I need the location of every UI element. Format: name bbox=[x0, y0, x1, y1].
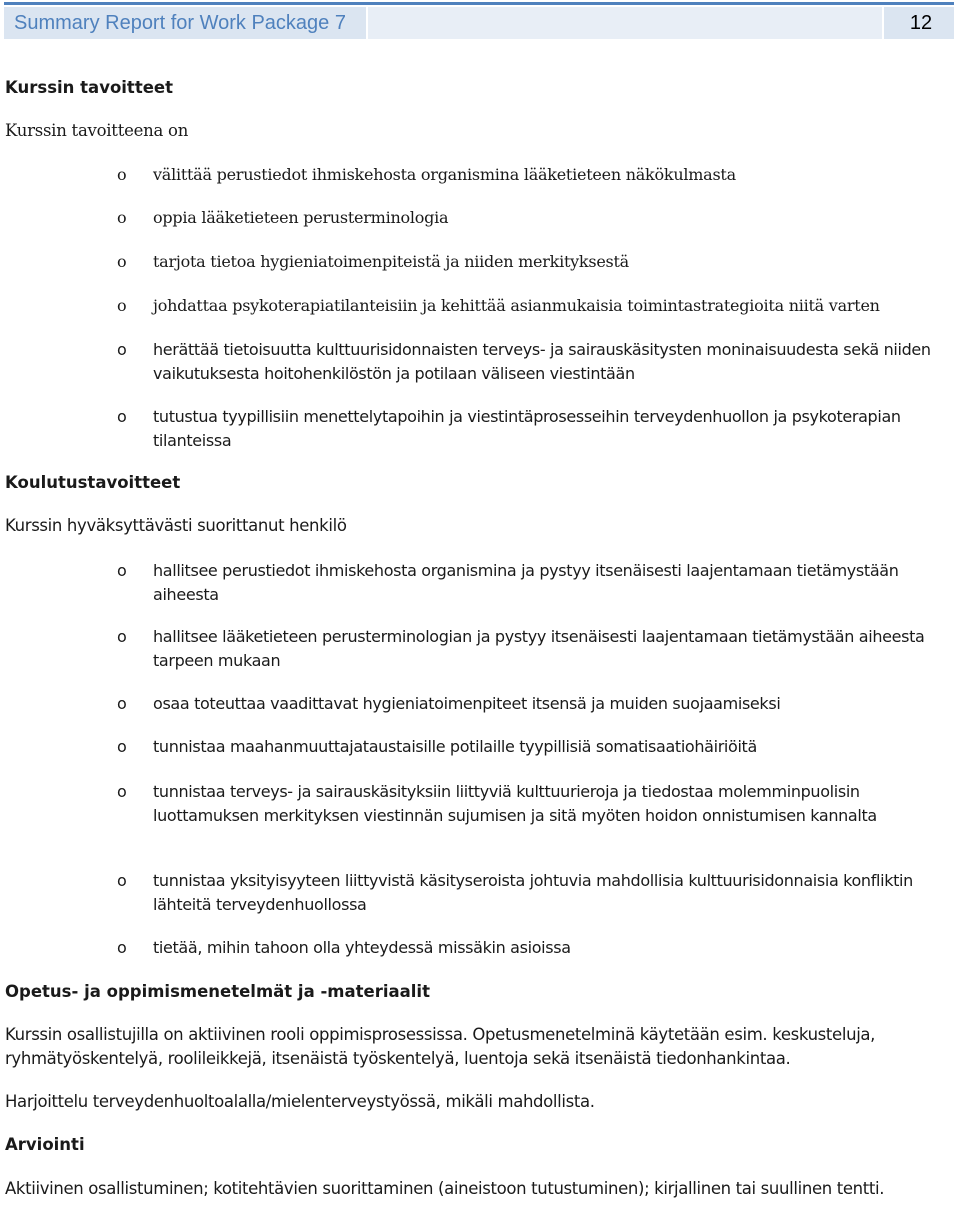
section-intro-learning-outcomes: Kurssin hyväksyttävästi suorittanut henkilö bbox=[5, 516, 347, 535]
section-intro-course-goals: Kurssin tavoitteena on bbox=[5, 121, 189, 140]
list-item-text: tutustua tyypillisiin menettelytapoihin ja viestintäprosesseihin terveydenhuollon ja psykoterapian tilanteissa bbox=[153, 407, 901, 450]
list-item-text: tietää, mihin tahoon olla yhteydessä missäkin asioissa bbox=[153, 938, 571, 957]
list-item-text: hallitsee lääketieteen perusterminologian ja pystyy itsenäisesti laajentamaan tietämystään aiheesta tarpeen mukaan bbox=[153, 627, 925, 670]
bullet-marker: o bbox=[117, 208, 127, 227]
bullet-marker: o bbox=[117, 938, 127, 957]
bullet-marker: o bbox=[117, 252, 127, 271]
list-item-text: osaa toteuttaa vaadittavat hygieniatoimenpiteet itsensä ja muiden suojaamiseksi bbox=[153, 694, 781, 713]
list-item-text: välittää perustiedot ihmiskehosta organismina lääketieteen näkökulmasta bbox=[153, 165, 736, 184]
bullet-marker: o bbox=[117, 561, 127, 580]
bullet-marker: o bbox=[117, 627, 127, 646]
header-rule bbox=[4, 2, 954, 5]
list-item-text: herättää tietoisuutta kulttuurisidonnaisten terveys- ja sairauskäsitysten moninaisuudesta sekä niiden vaikutuksesta hoitohenkilöstön ja potilaan väliseen viestintään bbox=[153, 340, 931, 383]
bullet-marker: o bbox=[117, 782, 127, 801]
list-item-text: hallitsee perustiedot ihmiskehosta organismina ja pystyy itsenäisesti laajentamaan tietämystään aiheesta bbox=[153, 561, 899, 604]
list-item-text: tunnistaa terveys- ja sairauskäsityksiin liittyviä kulttuurieroja ja tiedostaa molemminpuolisin luottamuksen merkityksen viestinnän sujumisen ja sitä myöten hoidon onnistumisen kannalta bbox=[153, 782, 877, 825]
section-heading-assessment: Arviointi bbox=[5, 1135, 85, 1154]
bullet-marker: o bbox=[117, 165, 127, 184]
list-item-text: oppia lääketieteen perusterminologia bbox=[153, 208, 449, 227]
list-item-text: tunnistaa yksityisyyteen liittyvistä käsityseroista johtuvia mahdollisia kulttuurisidonnaisia konfliktin lähteitä terveydenhuollossa bbox=[153, 871, 913, 914]
bullet-marker: o bbox=[117, 340, 127, 359]
paragraph-practice: Harjoittelu terveydenhuoltoalalla/mielenterveystyössä, mikäli mahdollista. bbox=[5, 1092, 595, 1111]
section-heading-learning-outcomes: Koulutustavoitteet bbox=[5, 473, 181, 492]
section-heading-course-goals: Kurssin tavoitteet bbox=[5, 78, 173, 97]
list-item-text: tunnistaa maahanmuuttajataustaisille potilaille tyypillisiä somatisaatiohäiriöitä bbox=[153, 737, 757, 756]
paragraph-assessment: Aktiivinen osallistuminen; kotitehtävien suorittaminen (aineistoon tutustuminen); kirjallinen tai suullinen tentti. bbox=[5, 1179, 885, 1198]
paragraph-teaching-methods: Kurssin osallistujilla on aktiivinen rooli oppimisprosessissa. Opetusmenetelminä käytetään esim. keskusteluja, ryhmätyöskentelyä, roolileikkejä, itsenäistä työskentelyä, luentoja sekä itsenäistä tiedonhankintaa. bbox=[5, 1025, 876, 1068]
header-band bbox=[368, 7, 882, 39]
bullet-marker: o bbox=[117, 871, 127, 890]
bullet-marker: o bbox=[117, 694, 127, 713]
page-number: 12 bbox=[884, 7, 954, 39]
section-heading-teaching-methods: Opetus- ja oppimismenetelmät ja -materiaalit bbox=[5, 982, 430, 1001]
bullet-marker: o bbox=[117, 407, 127, 426]
bullet-marker: o bbox=[117, 296, 127, 315]
bullet-marker: o bbox=[117, 737, 127, 756]
list-item-text: johdattaa psykoterapiatilanteisiin ja kehittää asianmukaisia toimintastrategioita niitä varten bbox=[153, 296, 880, 315]
report-title: Summary Report for Work Package 7 bbox=[4, 7, 366, 39]
list-item-text: tarjota tietoa hygieniatoimenpiteistä ja niiden merkityksestä bbox=[153, 252, 629, 271]
